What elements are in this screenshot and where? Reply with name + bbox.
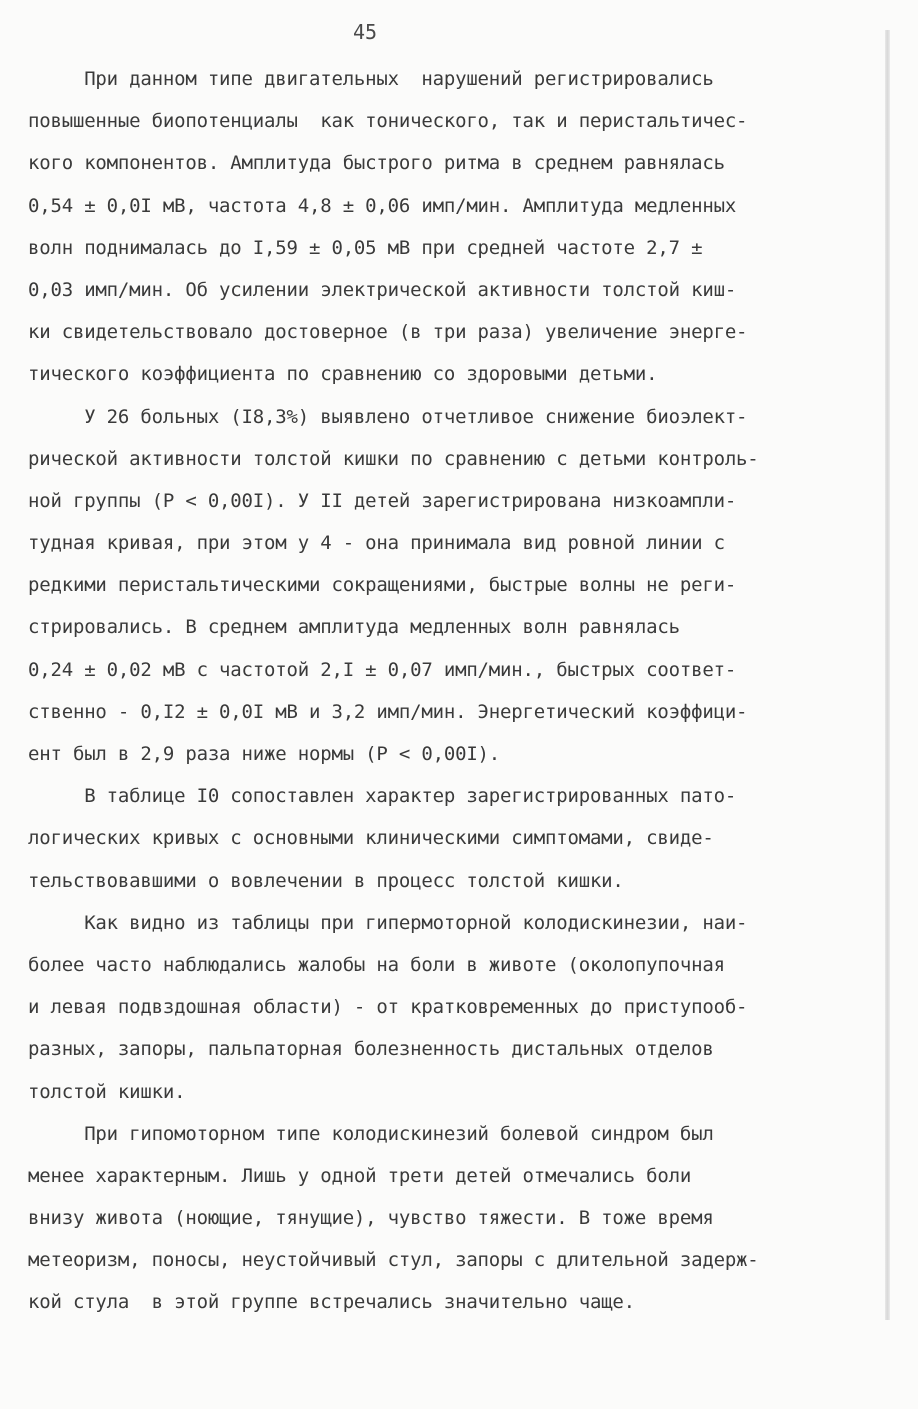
text-line: волн поднималась до I,59 ± 0,05 мВ при средней частоте 2,7 ± <box>28 236 703 259</box>
text-line: 0,54 ± 0,0I мВ, частота 4,8 ± 0,06 имп/мин. Амплитуда медленных <box>28 194 737 217</box>
text-line: 0,24 ± 0,02 мВ с частотой 2,I ± 0,07 имп/мин., быстрых соответ- <box>28 658 737 681</box>
text-line: более часто наблюдались жалобы на боли в животе (околопупочная <box>28 953 725 976</box>
text-line: менее характерным. Лишь у одной трети детей отмечались боли <box>28 1164 692 1187</box>
text-line: и левая подвздошная области) - от кратковременных до приступооб- <box>28 996 748 1019</box>
paragraph-1 <box>28 58 878 396</box>
page-number: 45 <box>352 20 378 44</box>
text-line: тельствовавшими о вовлечении в процесс толстой кишки. <box>28 869 624 892</box>
paragraph-2 <box>28 396 878 776</box>
paragraph-3 <box>28 775 878 902</box>
text-line: 0,03 имп/мин. Об усилении электрической активности толстой киш- <box>28 278 737 301</box>
text-line: толстой кишки. <box>28 1080 186 1103</box>
text-line: тудная кривая, при этом у 4 - она принимала вид ровной линии с <box>28 532 725 555</box>
text-line: повышенные биопотенциалы как тонического, так и перистальтичес- <box>28 110 748 133</box>
text-line: При гипомоторном типе колодискинезий болевой синдром был <box>28 1122 714 1145</box>
text-line: ственно - 0,I2 ± 0,0I мВ и 3,2 имп/мин. Энергетический коэффици- <box>28 700 748 723</box>
text-line: ент был в 2,9 раза ниже нормы (Р < 0,00I). <box>28 743 501 765</box>
text-line: ной группы (Р < 0,00I). У II детей зарегистрирована низкоампли- <box>28 489 737 512</box>
text-line: кой стула в этой группе встречались значительно чаще. <box>28 1291 635 1314</box>
body-text <box>28 58 878 1324</box>
text-line: метеоризм, поносы, неустойчивый стул, запоры с длительной задерж- <box>28 1249 759 1272</box>
text-line: У 26 больных (I8,3%) выявлено отчетливое снижение биоэлект- <box>28 405 748 428</box>
text-line: При данном типе двигательных нарушений регистрировались <box>28 68 714 90</box>
paragraph-4 <box>28 902 878 1113</box>
text-line: рической активности толстой кишки по сравнению с детьми контроль- <box>28 447 759 470</box>
text-line: разных, запоры, пальпаторная болезненность дистальных отделов <box>28 1038 714 1061</box>
text-line: кого компонентов. Амплитуда быстрого ритма в среднем равнялась <box>28 152 725 175</box>
paragraph-5 <box>28 1113 878 1324</box>
text-line: Как видно из таблицы при гипермоторной колодискинезии, наи- <box>28 911 748 934</box>
margin-rule <box>885 30 890 1320</box>
text-line: редкими перистальтическими сокращениями, быстрые волны не реги- <box>28 574 737 597</box>
text-line: стрировались. В среднем амплитуда медленных волн равнялась <box>28 616 680 639</box>
text-line: В таблице I0 сопоставлен характер зарегистрированных пато- <box>28 785 737 808</box>
text-line: логических кривых с основными клиническими симптомами, свиде- <box>28 827 714 850</box>
text-line: тического коэффициента по сравнению со здоровыми детьми. <box>28 363 658 386</box>
text-line: ки свидетельствовало достоверное (в три раза) увеличение энерге- <box>28 321 748 344</box>
text-line: внизу живота (ноющие, тянущие), чувство тяжести. В тоже время <box>28 1207 714 1230</box>
